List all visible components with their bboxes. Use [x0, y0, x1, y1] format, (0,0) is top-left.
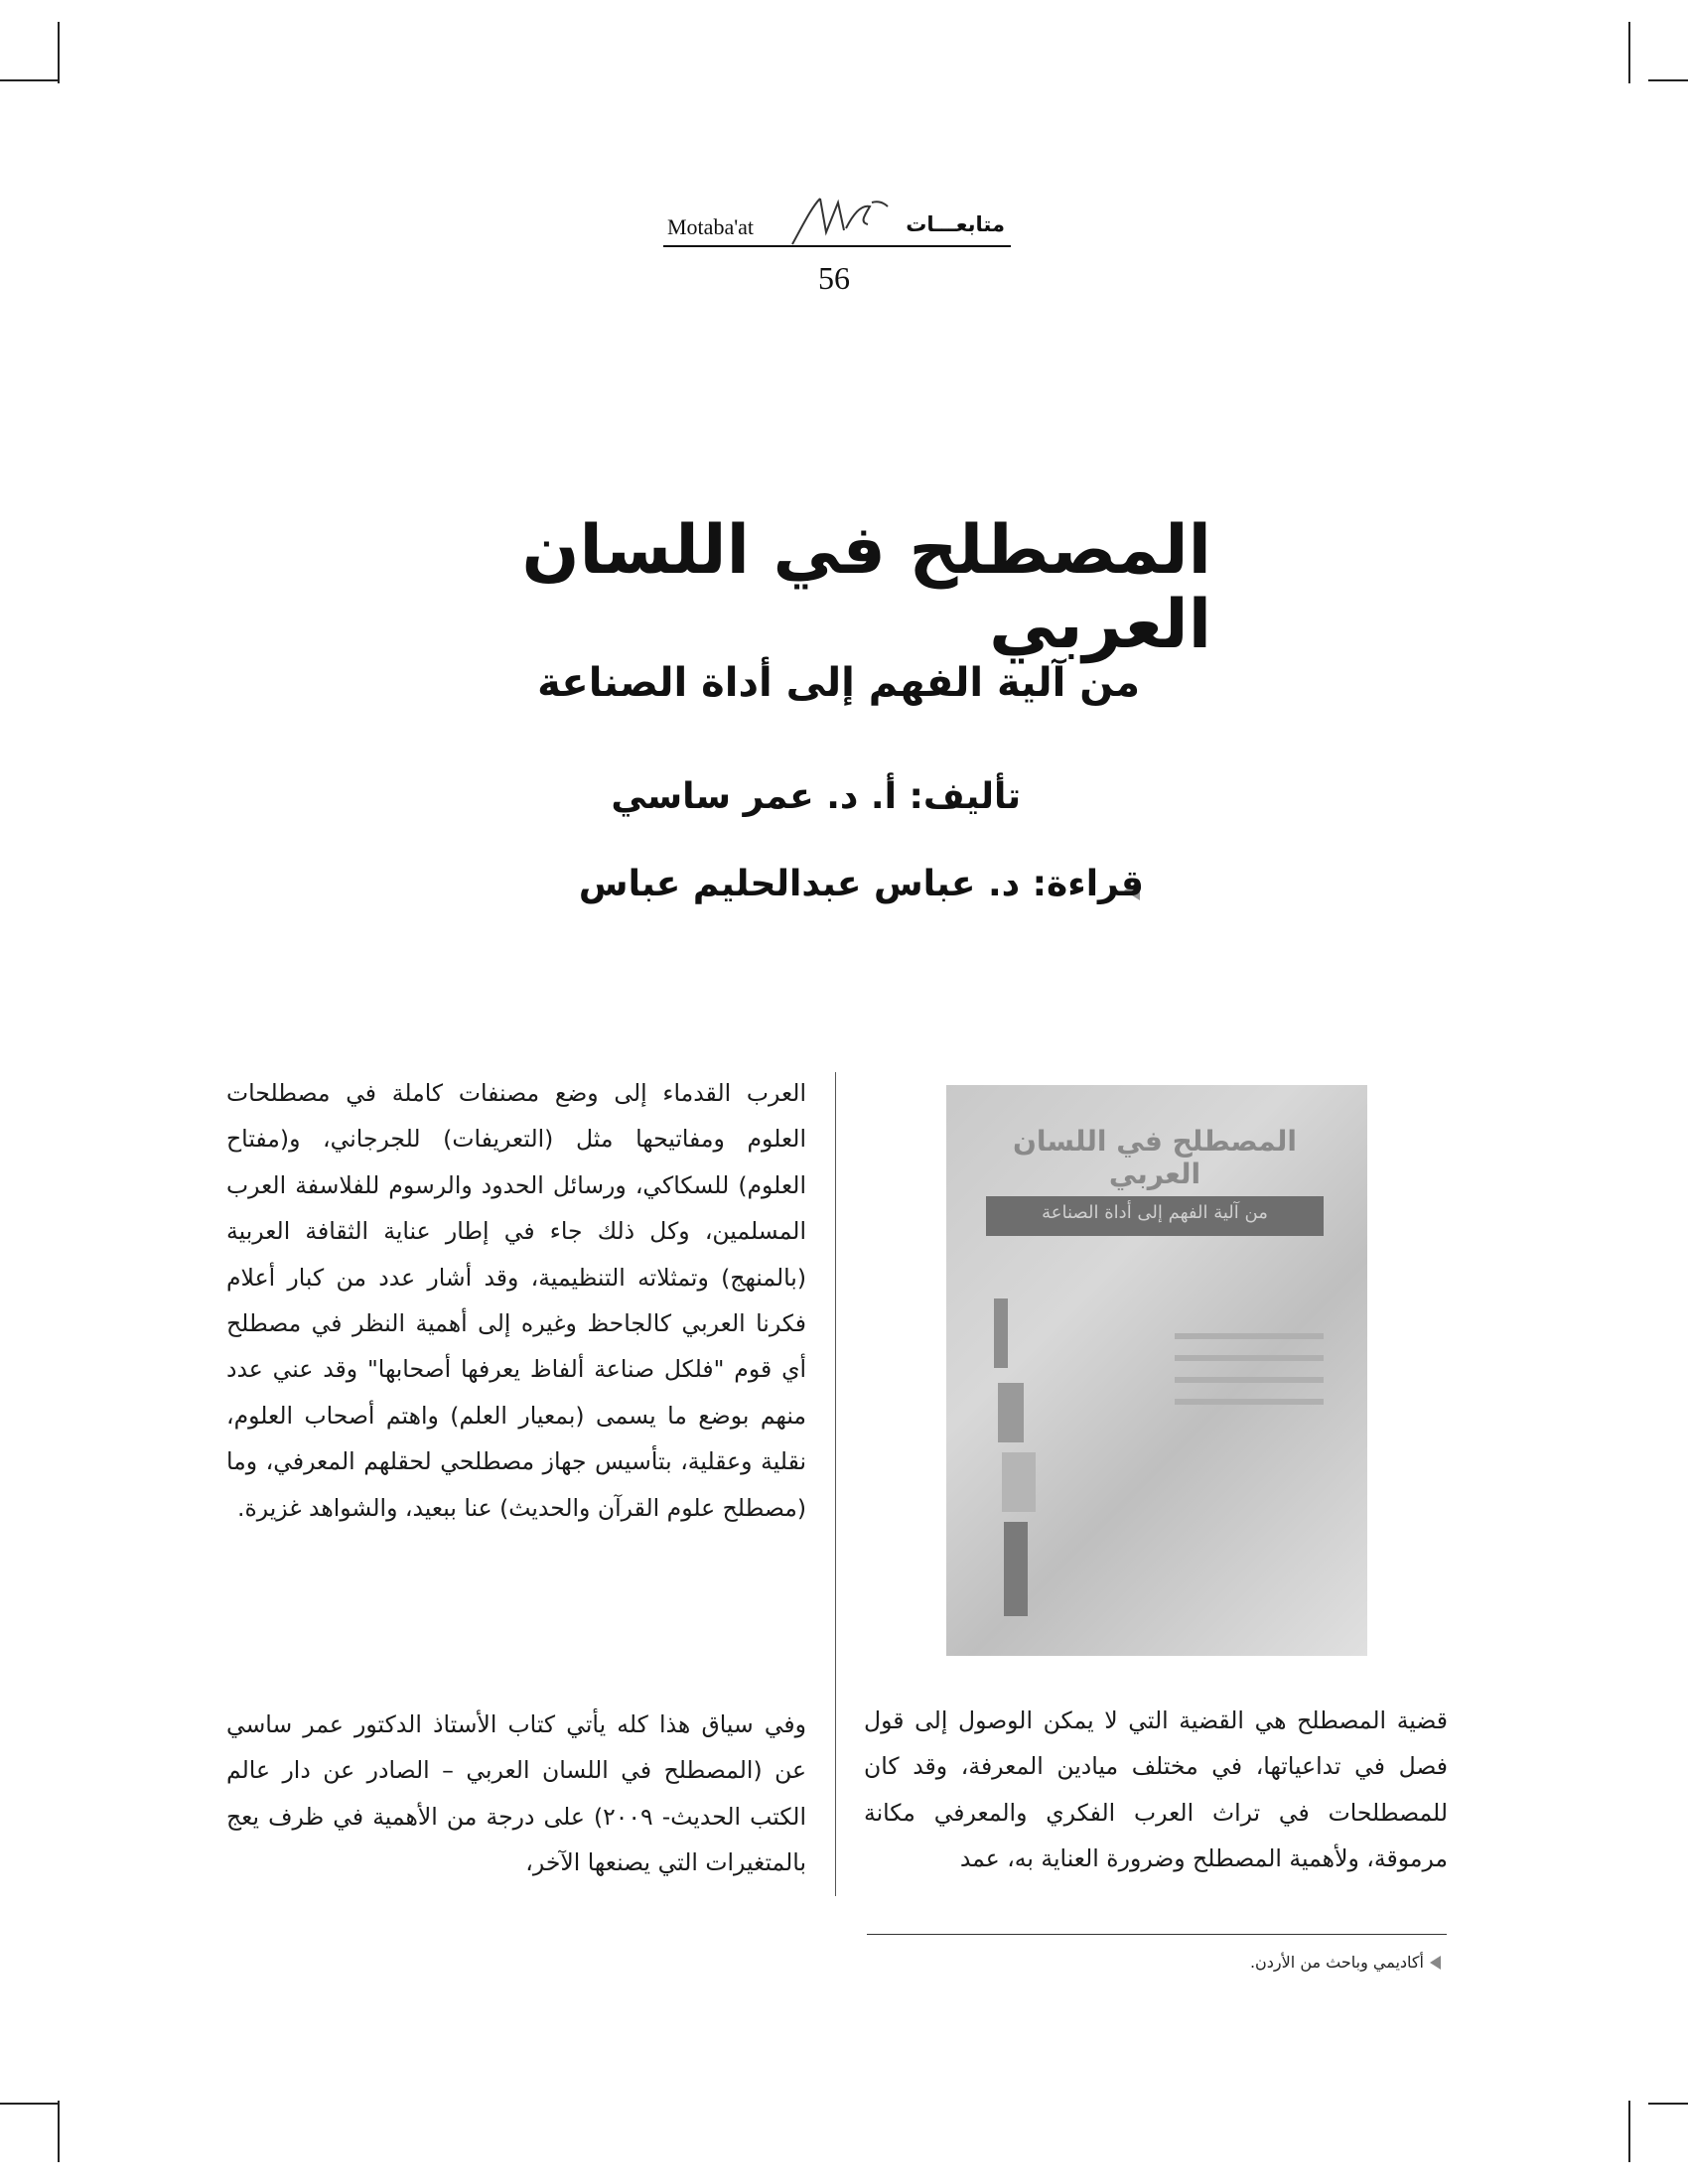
magazine-logo-icon: [784, 193, 896, 248]
crop-mark-bottom-right: [1628, 2101, 1630, 2162]
header-latin-label: Motaba'at: [667, 214, 755, 239]
cover-line-1: [1175, 1333, 1324, 1339]
column-divider: [835, 1072, 836, 1896]
crop-mark-bottom-left-h: [0, 2103, 60, 2105]
header-rule: [663, 245, 1011, 247]
page-number: 56: [818, 260, 850, 296]
crop-mark-bottom-left: [58, 2101, 60, 2162]
reader-line: قراءة: د. عباس عبدالحليم عباس: [578, 864, 1144, 904]
article-subtitle: من آلية الفهم إلى أداة الصناعة: [537, 660, 1140, 706]
running-header: [663, 201, 1011, 248]
cover-line-2: [1175, 1355, 1324, 1361]
header-arabic-label: متابعـــات: [906, 212, 1005, 236]
crop-mark-top-left: [58, 22, 60, 83]
right-column-paragraph-1: قضية المصطلح هي القضية التي لا يمكن الوصول إلى قول فصل في تداعياتها، في مختلف ميادين المعرفة، وقد كان للمصطلحات في تراث العرب الفكري والمعرفي مكانة مرموقة، ولأهمية المصطلح وضرورة العناية به، عمد: [864, 1706, 1448, 1873]
crop-mark-top-right: [1628, 22, 1630, 83]
cover-stripe-3: [1002, 1452, 1036, 1512]
cover-stripe-1: [994, 1298, 1008, 1368]
cover-subtitle: من آلية الفهم إلى أداة الصناعة: [1042, 1202, 1268, 1223]
cover-line-4: [1175, 1399, 1324, 1405]
footnote-rule: [867, 1934, 1447, 1935]
footnote-text: أكاديمي وباحث من الأردن.: [1249, 1953, 1424, 1972]
book-cover-image: [946, 1085, 1367, 1656]
cover-stripe-4: [1004, 1522, 1028, 1616]
author-line: تأليف: أ. د. عمر ساسي: [611, 776, 1021, 817]
cover-stripe-2: [998, 1383, 1024, 1442]
left-column-paragraph-2: وفي سياق هذا كله يأتي كتاب الأستاذ الدكتور عمر ساسي عن (المصطلح في اللسان العربي – الصادر عن دار عالم الكتب الحديث- ٢٠٠٩) على درجة من الأهمية في ظرف يعج بالمتغيرات التي يصنعها الآخر،: [226, 1710, 806, 1877]
crop-mark-top-left-h: [0, 79, 60, 81]
article-title: المصطلح في اللسان العربي: [521, 511, 1211, 664]
crop-mark-top-right-h: [1648, 79, 1688, 81]
footnote-arrow-icon: [1430, 1956, 1441, 1970]
crop-mark-bottom-right-h: [1648, 2103, 1688, 2105]
cover-line-3: [1175, 1377, 1324, 1383]
cover-title: المصطلح في اللسان العربي: [1013, 1125, 1297, 1190]
left-column-paragraph-1: العرب القدماء إلى وضع مصنفات كاملة في مصطلحات العلوم ومفاتيحها مثل (التعريفات) للجرجاني، و(مفتاح العلوم) للسكاكي، ورسائل الحدود والرسوم للفلاسفة العرب المسلمين، وكل ذلك جاء في إطار عناية الثقافة العربية (بالمنهج) وتمثلاته التنظيمية، وقد أشار عدد من كبار أعلام فكرنا العربي كالجاحظ وغيره إلى أهمية النظر في مصطلح أي قوم "فلكل صناعة ألفاظ يعرفها أصحابها" وقد عني عدد منهم بوضع ما يسمى (بمعيار العلم) واهتم أصحاب العلوم، نقلية وعقلية، بتأسيس جهاز مصطلحي لحقلهم المعرفي، وما (مصطلح علوم القرآن والحديث) عنا ببعيد، والشواهد غزيرة.: [226, 1079, 806, 1522]
